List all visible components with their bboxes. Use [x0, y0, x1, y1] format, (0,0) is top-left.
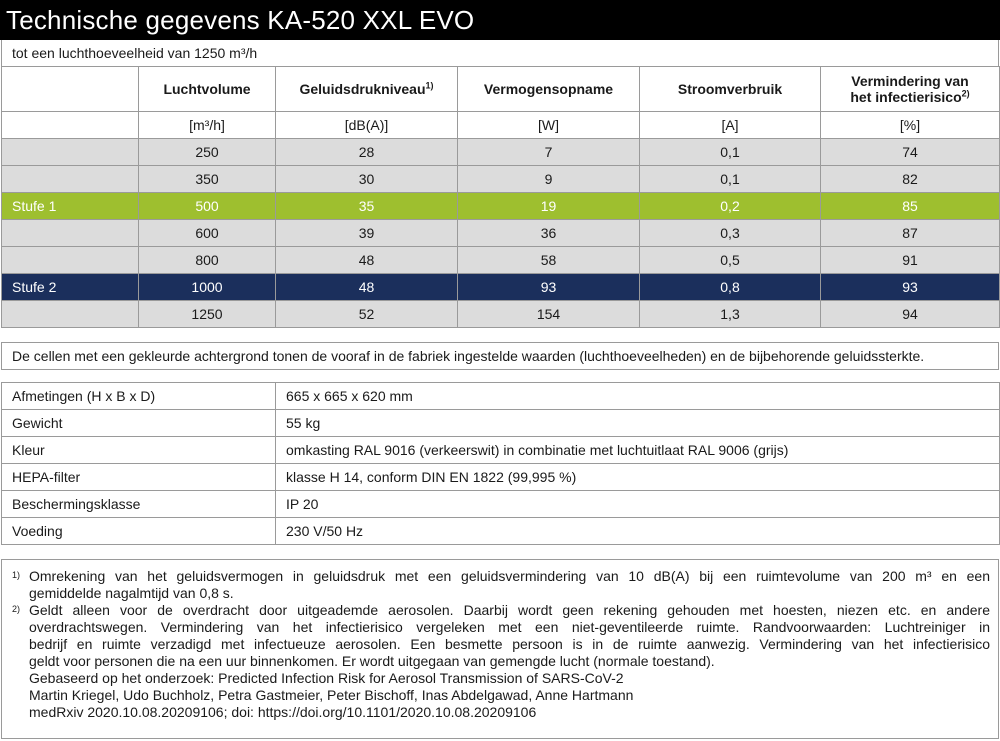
spec-label: Gewicht [2, 410, 276, 437]
table-cell: 85 [821, 193, 1000, 220]
unit-cell: [%] [821, 112, 1000, 139]
spec-row [2, 383, 1000, 410]
table-cell: 350 [139, 166, 276, 193]
specifications-table [1, 382, 1000, 545]
table-cell: 30 [276, 166, 458, 193]
spec-row [2, 518, 1000, 545]
table-row-stufe-2 [2, 274, 1000, 301]
row-label: Stufe 1 [2, 193, 139, 220]
spec-row [2, 491, 1000, 518]
table-cell: 250 [139, 139, 276, 166]
footnote-number: 1) [12, 570, 21, 580]
table-cell: 0,1 [640, 166, 821, 193]
footnote-text [29, 602, 990, 721]
table-cell: 1,3 [640, 301, 821, 328]
footnote-text [29, 568, 990, 602]
table-row [2, 220, 1000, 247]
table-cell: 52 [276, 301, 458, 328]
table-row [2, 139, 1000, 166]
row-label [2, 139, 139, 166]
header-vermogensopname: Vermogensopname [458, 67, 640, 112]
spec-label: HEPA-filter [2, 464, 276, 491]
unit-cell: [m³/h] [139, 112, 276, 139]
footnote-ref-2: 2) [961, 88, 970, 99]
table-cell: 1250 [139, 301, 276, 328]
page-subtitle: tot een luchthoeveelheid van 1250 m³/h [1, 40, 999, 66]
table-cell: 0,5 [640, 247, 821, 274]
spec-label: Afmetingen (H x B x D) [2, 383, 276, 410]
table-cell: 0,1 [640, 139, 821, 166]
footnote-line: Gebaseerd op het onderzoek: Predicted Infection Risk for Aerosol Transmission of SARS-CoV-2 [29, 670, 624, 686]
table-cell: 39 [276, 220, 458, 247]
table-cell: 800 [139, 247, 276, 274]
page-title: Technische gegevens KA-520 XXL EVO [0, 0, 1000, 40]
technical-data-table [1, 66, 1000, 328]
table-cell: 0,2 [640, 193, 821, 220]
header-label-cell [2, 67, 139, 112]
table-cell: 35 [276, 193, 458, 220]
header-luchtvolume: Luchtvolume [139, 67, 276, 112]
table-cell: 93 [458, 274, 640, 301]
spec-value: omkasting RAL 9016 (verkeerswit) in combinatie met luchtuitlaat RAL 9006 (grijs) [276, 437, 1000, 464]
table-header-row [2, 67, 1000, 112]
row-label [2, 247, 139, 274]
spec-value: klasse H 14, conform DIN EN 1822 (99,995 %) [276, 464, 1000, 491]
table-cell: 7 [458, 139, 640, 166]
table-row [2, 301, 1000, 328]
header-stroomverbruik: Stroomverbruik [640, 67, 821, 112]
footnotes-box [1, 559, 999, 739]
spec-value: 55 kg [276, 410, 1000, 437]
unit-cell: [A] [640, 112, 821, 139]
footnote-line: gemiddelde nagalmtijd van 0,8 s. [29, 585, 234, 601]
table-cell: 48 [276, 247, 458, 274]
row-label [2, 220, 139, 247]
footnote-number: 2) [12, 604, 21, 614]
footnote-line: geldt voor personen die na een uur binnenkomen. Er wordt uitgegaan van gemengde lucht (normale toestand). [29, 653, 715, 669]
footnote-line: Martin Kriegel, Udo Buchholz, Petra Gastmeier, Peter Bischoff, Inas Abdelgawad, Anne Hartmann [29, 687, 634, 703]
table-row [2, 166, 1000, 193]
unit-cell: [W] [458, 112, 640, 139]
footnote-line: Geldt alleen voor de overdracht door uitgeademde aerosolen. Daarbij wordt geen rekening gehouden met hoesten, niezen etc. en andere [29, 602, 990, 618]
table-cell: 600 [139, 220, 276, 247]
footnote-1 [12, 568, 990, 602]
table-cell: 58 [458, 247, 640, 274]
color-legend-note: De cellen met een gekleurde achtergrond tonen de vooraf in de fabriek ingestelde waarden (luchthoeveelheden) en de bijbehorende geluidssterkte. [1, 342, 999, 370]
spec-value: 665 x 665 x 620 mm [276, 383, 1000, 410]
table-cell: 93 [821, 274, 1000, 301]
table-cell: 74 [821, 139, 1000, 166]
row-label [2, 166, 139, 193]
row-label [2, 301, 139, 328]
header-vermindering [821, 67, 1000, 112]
table-row-stufe-1 [2, 193, 1000, 220]
spec-value: IP 20 [276, 491, 1000, 518]
table-cell: 28 [276, 139, 458, 166]
spec-label: Voeding [2, 518, 276, 545]
table-cell: 0,8 [640, 274, 821, 301]
footnote-ref-1: 1) [425, 80, 434, 91]
unit-cell: [dB(A)] [276, 112, 458, 139]
table-units-row [2, 112, 1000, 139]
units-label-cell [2, 112, 139, 139]
spec-row [2, 464, 1000, 491]
table-cell: 154 [458, 301, 640, 328]
footnote-line: Omrekening van het geluidsvermogen in geluidsdruk met een geluidsvermindering van 10 dB(A) bij een ruimtevolume van 200 m³ en een [29, 568, 990, 584]
spec-label: Beschermingsklasse [2, 491, 276, 518]
row-label: Stufe 2 [2, 274, 139, 301]
footnote-line: overdrachtswegen. Vermindering van het infectierisico vergeleken met een niet-geventileerde ruimte. Randvoorwaarden: Luchtreiniger in [29, 619, 990, 635]
table-cell: 36 [458, 220, 640, 247]
footnote-line: bedrijf en ruimte verzadigd met infectueuze aerosolen. Een besmette persoon is in de ruimte aanwezig. Vermindering van het infectierisico [29, 636, 990, 652]
header-geluidsdrukniveau [276, 67, 458, 112]
table-cell: 9 [458, 166, 640, 193]
footnote-2 [12, 602, 990, 721]
spec-value: 230 V/50 Hz [276, 518, 1000, 545]
table-cell: 94 [821, 301, 1000, 328]
header-vermindering-line2: het infectierisico [850, 89, 962, 105]
spec-row [2, 437, 1000, 464]
table-cell: 500 [139, 193, 276, 220]
table-cell: 91 [821, 247, 1000, 274]
table-cell: 87 [821, 220, 1000, 247]
spec-label: Kleur [2, 437, 276, 464]
table-row [2, 247, 1000, 274]
footnote-line: medRxiv 2020.10.08.20209106; doi: https://doi.org/10.1101/2020.10.08.20209106 [29, 704, 537, 720]
header-vermindering-line1: Vermindering van [851, 73, 969, 89]
spec-row [2, 410, 1000, 437]
table-cell: 1000 [139, 274, 276, 301]
table-cell: 19 [458, 193, 640, 220]
table-cell: 82 [821, 166, 1000, 193]
table-cell: 48 [276, 274, 458, 301]
header-geluidsdrukniveau-text: Geluidsdrukniveau [299, 81, 426, 97]
table-cell: 0,3 [640, 220, 821, 247]
